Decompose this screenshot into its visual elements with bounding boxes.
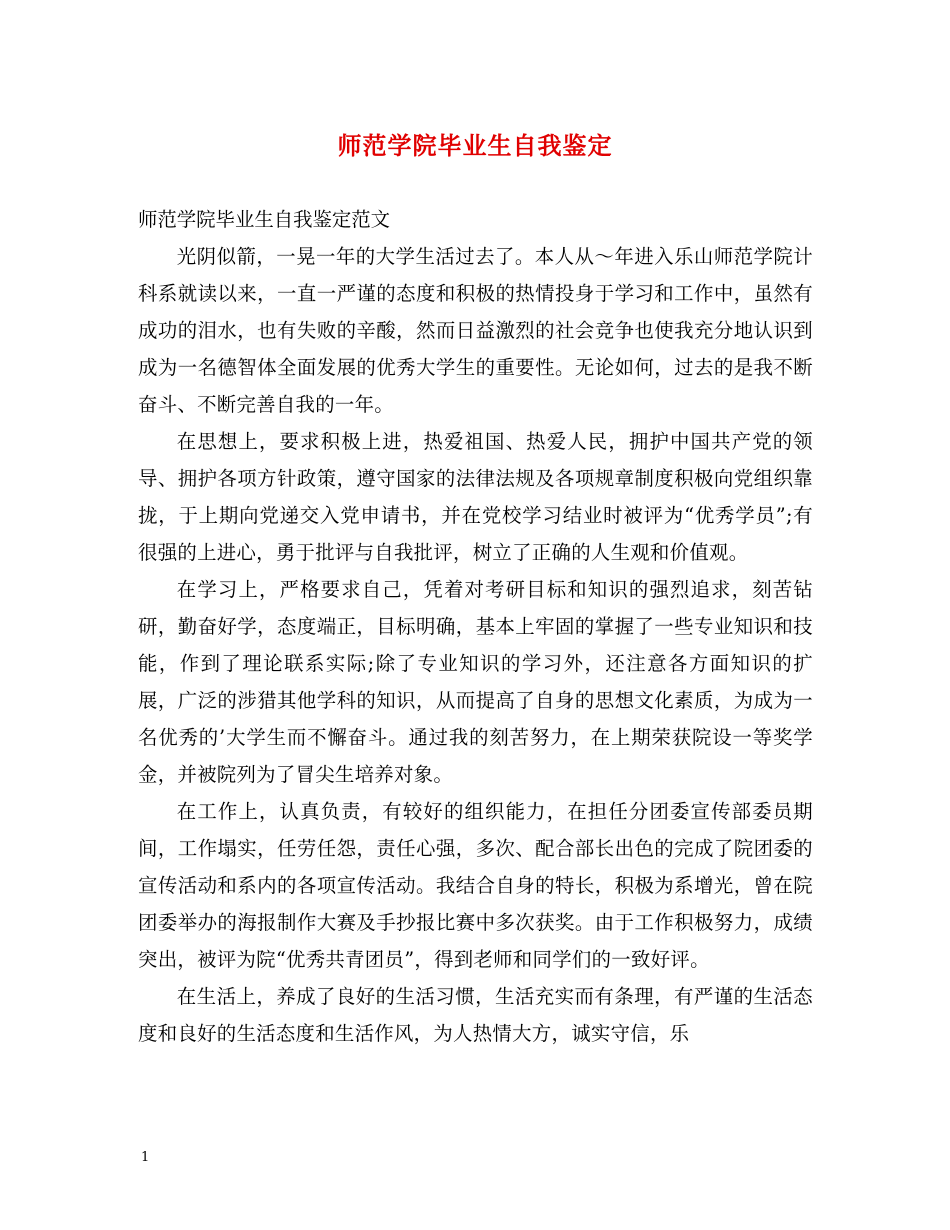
- paragraph-study: 在学习上，严格要求自己，凭着对考研目标和知识的强烈追求，刻苦钻研，勤奋好学，态度端正，目标明确，基本上牢固的掌握了一些专业知识和技能，作到了理论联系实际;除了专业知识的学习外，还注意各方面知识的扩展，广泛的涉猎其他学科的知识，从而提高了自身的思想文化素质，为成为一名优秀的’大学生而不懈奋斗。通过我的刻苦努力，在上期荣获院设一等奖学金，并被院列为了冒尖生培养对象。: [138, 578, 813, 786]
- document-title: 师范学院毕业生自我鉴定: [337, 131, 613, 160]
- page-number: 1: [141, 1150, 150, 1165]
- paragraph-work: 在工作上，认真负责，有较好的组织能力，在担任分团委宣传部委员期间，工作塌实，任劳任怨，责任心强，多次、配合部长出色的完成了院团委的宣传活动和系内的各项宣传活动。我结合自身的特长，积极为系增光，曾在院团委举办的海报制作大赛及手抄报比赛中多次获奖。由于工作积极努力，成绩突出，被评为院“优秀共青团员”，得到老师和同学们的一致好评。: [138, 800, 813, 971]
- document-body: [138, 201, 813, 1052]
- document-subtitle: 师范学院毕业生自我鉴定范文: [138, 208, 391, 231]
- paragraph-life: 在生活上，养成了良好的生活习惯，生活充实而有条理，有严谨的生活态度和良好的生活态度和生活作风，为人热情大方，诚实守信，乐: [138, 985, 813, 1045]
- paragraph-thought: 在思想上，要求积极上进，热爱祖国、热爱人民，拥护中国共产党的领导、拥护各项方针政策，遵守国家的法律法规及各项规章制度积极向党组织靠拢，于上期向党递交入党申请书，并在党校学习结业时被评为“优秀学员”;有很强的上进心，勇于批评与自我批评，树立了正确的人生观和价值观。: [138, 430, 813, 564]
- paragraph-intro: 光阴似箭，一晃一年的大学生活过去了。本人从～年进入乐山师范学院计科系就读以来，一直一严谨的态度和积极的热情投身于学习和工作中，虽然有成功的泪水，也有失败的辛酸，然而日益激烈的社会竞争也使我充分地认识到成为一名德智体全面发展的优秀大学生的重要性。无论如何，过去的是我不断奋斗、不断完善自我的一年。: [138, 245, 813, 416]
